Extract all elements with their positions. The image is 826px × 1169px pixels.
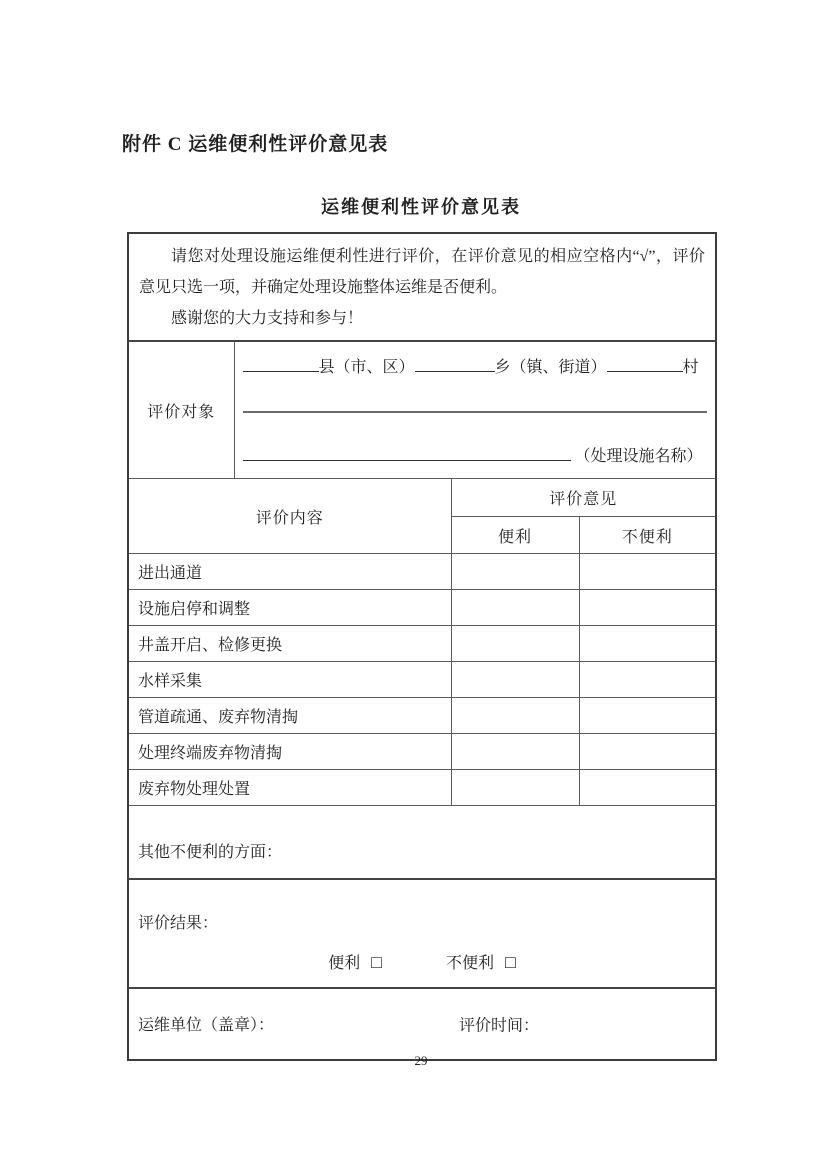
item-label: 进出通道 (128, 554, 451, 590)
convenient-cell (451, 626, 579, 662)
item-label: 废弃物处理处置 (128, 770, 451, 806)
table-row-access (128, 554, 716, 590)
header-convenient: 便利 (451, 517, 579, 554)
intro-row (128, 233, 716, 341)
underline-blank-county (243, 355, 319, 372)
convenient-cell (451, 698, 579, 734)
underline-blank-facility (243, 444, 571, 461)
table-row-manhole (128, 626, 716, 662)
result-options (138, 950, 706, 973)
table-row-startstop (128, 590, 716, 626)
target-blank-line (243, 400, 708, 418)
table-row-sampling (128, 662, 716, 698)
table-row-terminal-waste (128, 734, 716, 770)
result-option-inconvenient-label: 不便利 (446, 954, 495, 972)
target-facility-line (243, 443, 708, 466)
target-content-cell (234, 341, 716, 479)
signature-row (128, 988, 716, 1060)
appendix-heading: 附件 C 运维便利性评价意见表 (122, 134, 389, 155)
intro-paragraph-1: 请您对处理设施运维便利性进行评价，在评价意见的相应空格内“√”，评价意见只选一项，并确定处理设施整体运维是否便利。 (139, 248, 705, 296)
inconvenient-cell (579, 554, 716, 590)
underline-blank-village (607, 355, 683, 372)
evaluation-result-row (128, 879, 716, 988)
result-option-convenient (328, 950, 382, 973)
signature-cell (128, 988, 716, 1060)
underline-blank-full (243, 411, 708, 413)
evaluation-time-label: 评价时间： (459, 1017, 540, 1034)
target-label: 评价对象 (128, 341, 234, 479)
inconvenient-cell (579, 662, 716, 698)
convenient-cell (451, 554, 579, 590)
village-label: 村 (682, 359, 699, 376)
checkbox-square-icon: □ (505, 952, 516, 972)
header-inconvenient: 不便利 (579, 517, 716, 554)
intro-paragraph-2: 感谢您的大力支持和参与！ (171, 310, 364, 327)
convenient-cell (451, 590, 579, 626)
inconvenient-cell (579, 734, 716, 770)
evaluation-form-table (127, 232, 717, 1061)
other-aspects-label: 其他不便利的方面： (128, 806, 716, 879)
table-header-row-1 (128, 479, 716, 517)
facility-name-label: （处理设施名称） (574, 448, 703, 465)
item-label: 管道疏通、废弃物清掏 (128, 698, 451, 734)
inconvenient-cell (579, 698, 716, 734)
convenient-cell (451, 734, 579, 770)
header-opinion: 评价意见 (451, 479, 716, 517)
table-row-waste-disposal (128, 770, 716, 806)
convenient-cell (451, 770, 579, 806)
item-label: 水样采集 (128, 662, 451, 698)
table-title: 运维便利性评价意见表 (321, 197, 521, 217)
inconvenient-cell (579, 626, 716, 662)
item-label: 设施启停和调整 (128, 590, 451, 626)
township-label: 乡（镇、街道） (494, 359, 607, 376)
evaluation-target-row (128, 341, 716, 479)
item-label: 处理终端废弃物清掏 (128, 734, 451, 770)
checkbox-square-icon: □ (371, 952, 382, 972)
inconvenient-cell (579, 590, 716, 626)
unit-seal-label: 运维单位（盖章）： (138, 1017, 275, 1034)
result-option-inconvenient (446, 950, 516, 973)
result-cell (128, 879, 716, 988)
table-row-pipe-dredge (128, 698, 716, 734)
page-number: 29 (414, 1053, 428, 1068)
intro-cell (128, 233, 716, 341)
underline-blank-township (415, 355, 495, 372)
item-label: 井盖开启、检修更换 (128, 626, 451, 662)
convenient-cell (451, 662, 579, 698)
county-label: 县（市、区） (318, 359, 415, 376)
header-content: 评价内容 (128, 479, 451, 554)
target-location-line (243, 354, 708, 377)
result-option-convenient-label: 便利 (328, 954, 361, 972)
result-label: 评价结果： (138, 914, 219, 932)
inconvenient-cell (579, 770, 716, 806)
other-aspects-row (128, 806, 716, 879)
